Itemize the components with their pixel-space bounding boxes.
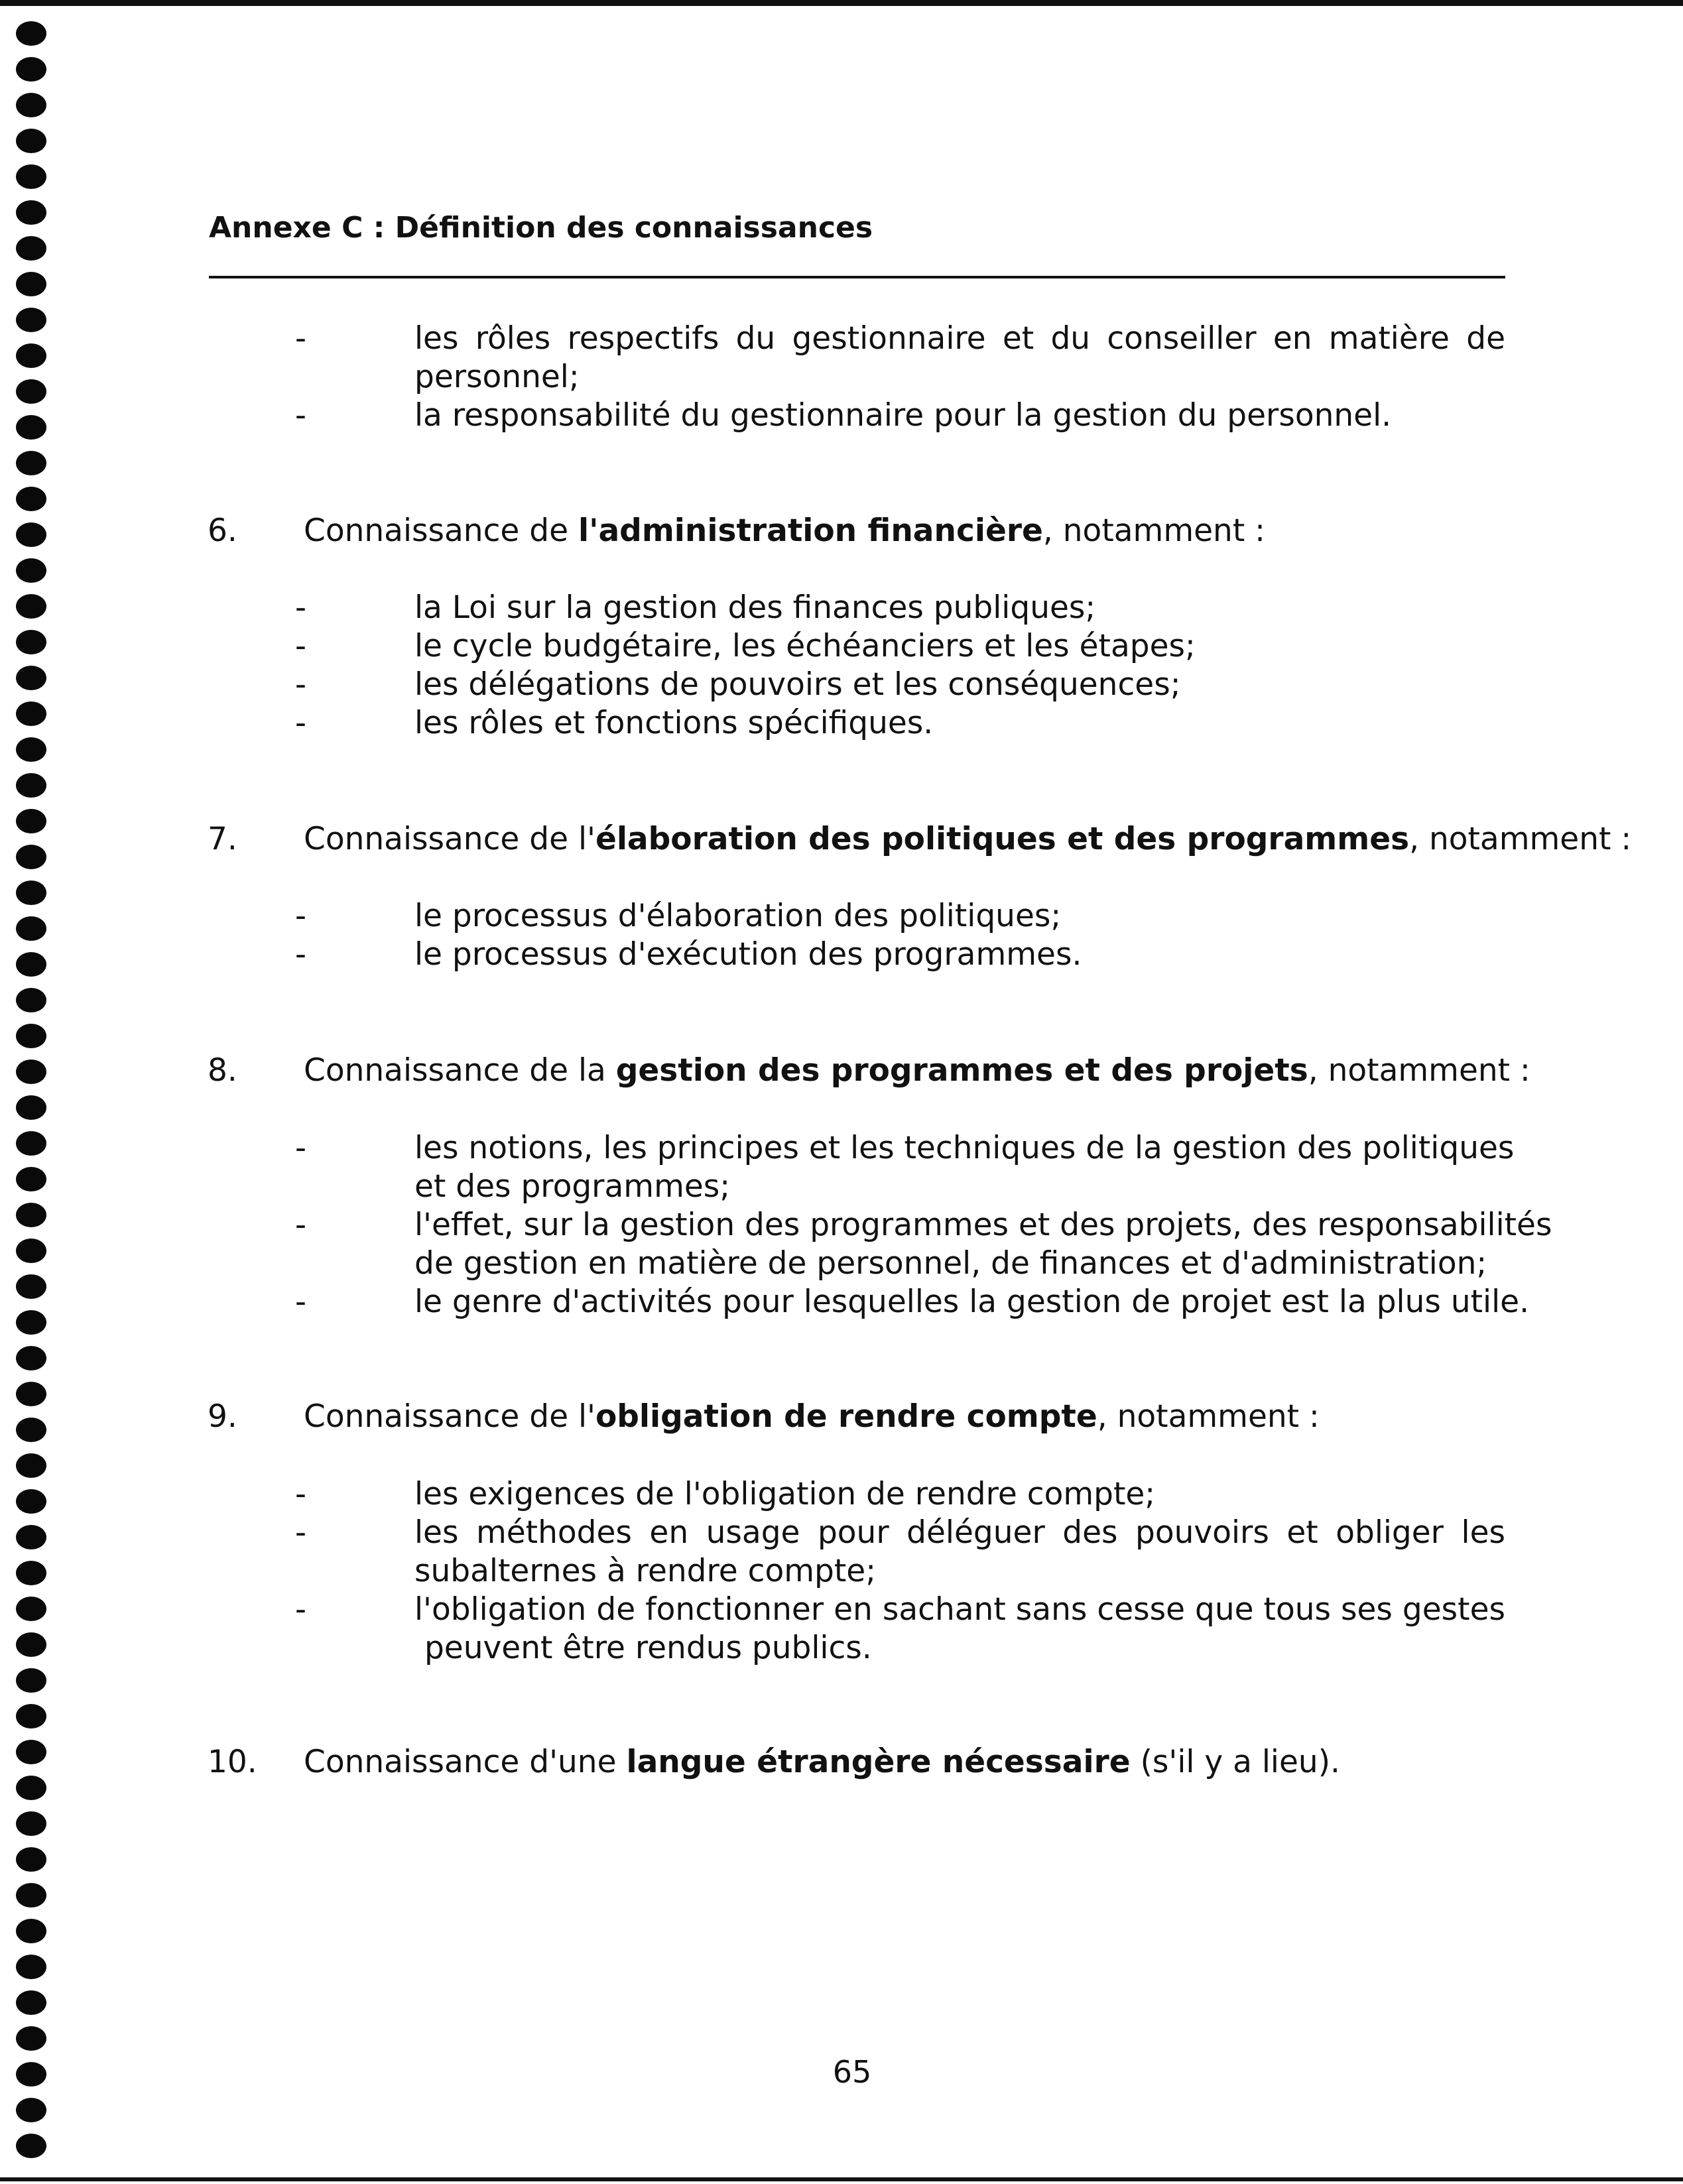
section-heading xyxy=(304,820,1631,859)
section-heading xyxy=(304,512,1265,550)
section-number: 8. xyxy=(208,1052,237,1089)
binding-holes xyxy=(16,21,49,2176)
binding-hole xyxy=(16,1239,46,1263)
heading-prefix: Connaissance de l' xyxy=(304,1398,595,1435)
binding-hole xyxy=(16,1704,46,1729)
binding-hole xyxy=(16,415,46,440)
section-number: 7. xyxy=(208,821,237,857)
binding-hole xyxy=(16,2026,46,2051)
binding-hole xyxy=(16,1060,46,1084)
heading-prefix: Connaissance de la xyxy=(304,1052,616,1089)
binding-hole xyxy=(16,129,46,153)
binding-hole xyxy=(16,21,46,46)
top-border xyxy=(0,0,1683,6)
text-line: le cycle budgétaire, les échéanciers et les étapes; xyxy=(414,628,1196,664)
binding-hole xyxy=(16,666,46,690)
section-heading xyxy=(304,1743,1340,1782)
text-line: le genre d'activités pour lesquelles la gestion de projet est la plus utile. xyxy=(414,1284,1530,1320)
bullet-text xyxy=(414,704,1505,743)
text-line: les délégations de pouvoirs et les conséquences; xyxy=(414,666,1181,703)
binding-hole xyxy=(16,343,46,368)
bullet-dash: - xyxy=(295,1130,306,1166)
binding-hole xyxy=(16,1776,46,1800)
text-line: l'effet, sur la gestion des programmes et des projets, des responsabilités xyxy=(414,1207,1552,1243)
binding-hole xyxy=(16,1024,46,1048)
heading-topic: l'administration financière xyxy=(578,513,1043,549)
binding-hole xyxy=(16,1811,46,1836)
binding-hole xyxy=(16,1131,46,1156)
bullet-dash: - xyxy=(295,628,306,664)
bullet-text xyxy=(414,897,1505,936)
binding-hole xyxy=(16,1274,46,1299)
binding-hole xyxy=(16,57,46,82)
binding-hole xyxy=(16,1167,46,1191)
bullet-dash: - xyxy=(295,936,306,973)
binding-hole xyxy=(16,1382,46,1406)
binding-hole xyxy=(16,2098,46,2122)
binding-hole xyxy=(16,451,46,475)
binding-hole xyxy=(16,1561,46,1585)
binding-hole xyxy=(16,487,46,511)
binding-hole xyxy=(16,308,46,332)
binding-hole xyxy=(16,2134,46,2158)
page-header: Annexe C : Définition des connaissances xyxy=(209,211,873,245)
bullet-dash: - xyxy=(295,705,306,741)
binding-hole xyxy=(16,272,46,296)
binding-hole xyxy=(16,1453,46,1478)
text-line: la Loi sur la gestion des finances publiques; xyxy=(414,589,1096,626)
text-line: subalternes à rendre compte; xyxy=(414,1553,877,1589)
text-line: les méthodes en usage pour déléguer des pouvoirs et obliger les xyxy=(414,1514,1505,1551)
bullet-dash: - xyxy=(295,1284,306,1320)
bullet-text xyxy=(414,627,1505,666)
binding-hole xyxy=(16,737,46,762)
binding-hole xyxy=(16,164,46,189)
bullet-dash: - xyxy=(295,1476,306,1512)
binding-hole xyxy=(16,1883,46,1908)
binding-hole xyxy=(16,952,46,977)
bullet-text xyxy=(414,320,1505,396)
binding-hole xyxy=(16,1597,46,1621)
bullet-dash: - xyxy=(295,1207,306,1243)
header-rule xyxy=(209,276,1505,278)
bullet-dash: - xyxy=(295,589,306,626)
binding-hole xyxy=(16,630,46,654)
binding-hole xyxy=(16,1525,46,1549)
page-number: 65 xyxy=(832,2054,872,2090)
section-number: 6. xyxy=(208,513,237,549)
text-line: de gestion en matière de personnel, de finances et d'administration; xyxy=(414,1245,1487,1282)
text-line: les notions, les principes et les techniques de la gestion des politiques xyxy=(414,1130,1515,1166)
binding-hole xyxy=(16,93,46,117)
binding-hole xyxy=(16,988,46,1012)
binding-hole xyxy=(16,1740,46,1764)
bullet-text xyxy=(414,1591,1505,1668)
heading-prefix: Connaissance de xyxy=(304,513,578,549)
binding-hole xyxy=(16,773,46,798)
binding-hole xyxy=(16,701,46,726)
bullet-text xyxy=(414,1514,1505,1591)
binding-hole xyxy=(16,558,46,583)
binding-hole xyxy=(16,1489,46,1514)
binding-hole xyxy=(16,1310,46,1335)
binding-hole xyxy=(16,1632,46,1657)
text-line: le processus d'exécution des programmes. xyxy=(414,936,1082,973)
bullet-dash: - xyxy=(295,320,306,357)
heading-suffix: , notamment : xyxy=(1097,1398,1320,1435)
bullet-dash: - xyxy=(295,666,306,703)
text-line: les rôles et fonctions spécifiques. xyxy=(414,705,934,741)
binding-hole xyxy=(16,1346,46,1370)
bullet-text xyxy=(414,589,1505,627)
binding-hole xyxy=(16,1955,46,1979)
section-heading xyxy=(304,1398,1320,1436)
text-line: les rôles respectifs du gestionnaire et du conseiller en matière de xyxy=(414,320,1505,357)
section-number: 10. xyxy=(208,1744,257,1780)
binding-hole xyxy=(16,1203,46,1227)
binding-hole xyxy=(16,1095,46,1120)
binding-hole xyxy=(16,522,46,547)
heading-suffix: (s'il y a lieu). xyxy=(1130,1744,1340,1780)
heading-prefix: Connaissance de l' xyxy=(304,821,595,857)
bullet-dash: - xyxy=(295,898,306,934)
text-line: les exigences de l'obligation de rendre compte; xyxy=(414,1476,1156,1512)
text-line: personnel; xyxy=(414,359,580,395)
bullet-text xyxy=(414,1283,1530,1321)
binding-hole xyxy=(16,1847,46,1872)
bullet-dash: - xyxy=(295,397,306,434)
binding-hole xyxy=(16,845,46,869)
binding-hole xyxy=(16,200,46,225)
heading-suffix: , notamment : xyxy=(1042,513,1266,549)
binding-hole xyxy=(16,1418,46,1442)
heading-suffix: , notamment : xyxy=(1409,821,1632,857)
bullet-text xyxy=(414,396,1505,435)
bullet-text xyxy=(414,1475,1505,1514)
heading-topic: élaboration des politiques et des programmes xyxy=(595,821,1410,857)
bullet-dash: - xyxy=(295,1591,306,1628)
binding-hole xyxy=(16,880,46,905)
bullet-text xyxy=(414,1206,1552,1283)
bullet-text xyxy=(414,936,1505,974)
heading-topic: obligation de rendre compte xyxy=(595,1398,1097,1435)
binding-hole xyxy=(16,1919,46,1943)
text-line: l'obligation de fonctionner en sachant sans cesse que tous ses gestes xyxy=(414,1591,1505,1628)
binding-hole xyxy=(16,916,46,941)
text-line: et des programmes; xyxy=(414,1168,731,1205)
binding-hole xyxy=(16,1990,46,2015)
bullet-text xyxy=(414,1129,1515,1206)
bullet-dash: - xyxy=(295,1514,306,1551)
bottom-border xyxy=(0,2177,1683,2181)
bullet-text xyxy=(414,666,1505,704)
heading-topic: langue étrangère nécessaire xyxy=(626,1744,1131,1780)
heading-suffix: , notamment : xyxy=(1308,1052,1530,1089)
text-line: peuvent être rendus publics. xyxy=(414,1630,872,1666)
section-number: 9. xyxy=(208,1398,237,1435)
heading-topic: gestion des programmes et des projets xyxy=(615,1052,1308,1089)
text-line: le processus d'élaboration des politiques; xyxy=(414,898,1062,934)
binding-hole xyxy=(16,594,46,619)
binding-hole xyxy=(16,1668,46,1693)
text-line: la responsabilité du gestionnaire pour la gestion du personnel. xyxy=(414,397,1392,434)
heading-prefix: Connaissance d'une xyxy=(304,1744,627,1780)
section-heading xyxy=(304,1052,1530,1090)
binding-hole xyxy=(16,809,46,833)
binding-hole xyxy=(16,2062,46,2087)
binding-hole xyxy=(16,379,46,404)
binding-hole xyxy=(16,236,46,261)
